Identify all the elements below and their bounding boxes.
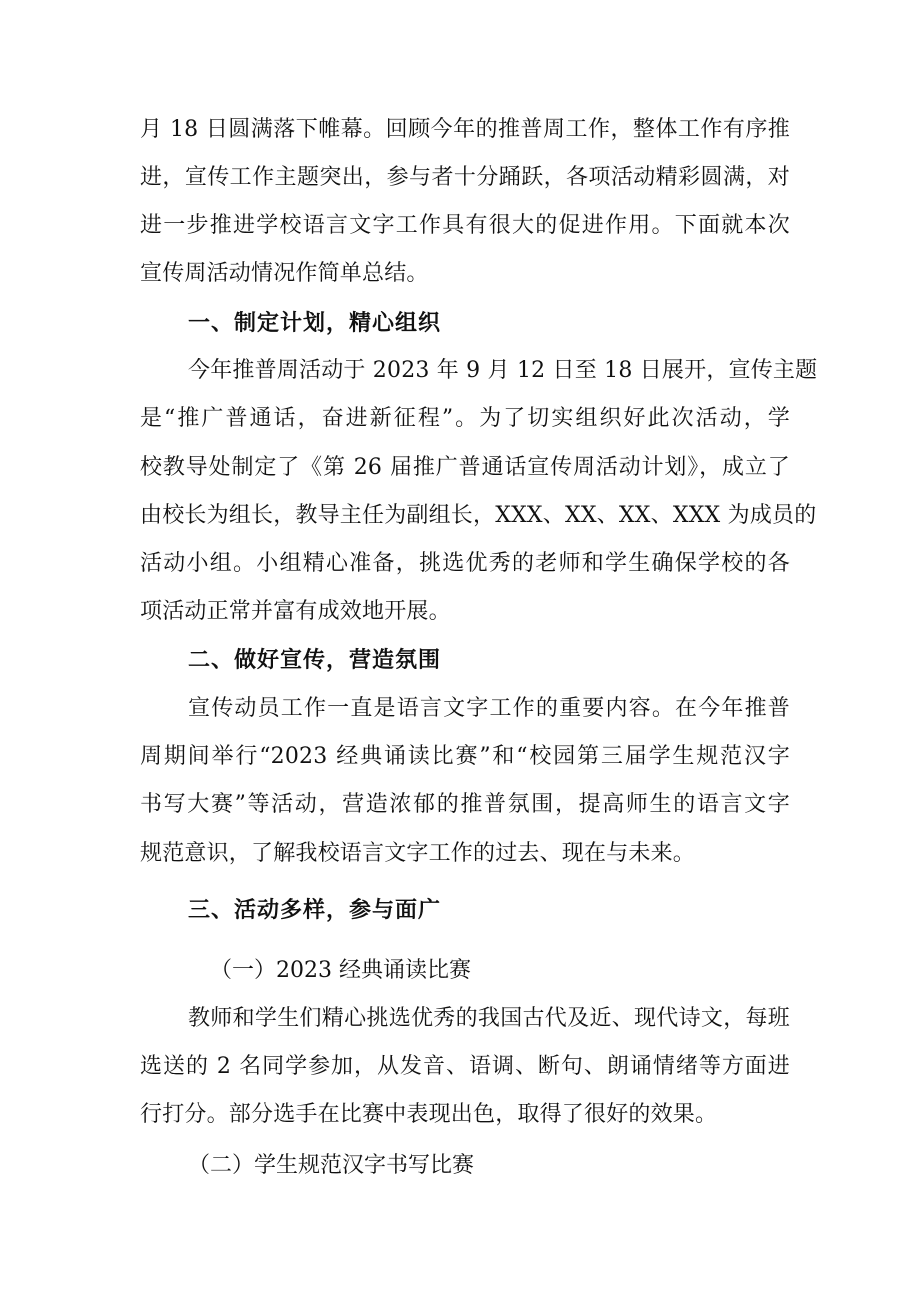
section2-heading: 二、做好宣传，营造氛围 xyxy=(188,648,442,673)
intro-line-3: 进一步推进学校语言文字工作具有很大的促进作用。下面就本次 xyxy=(140,213,790,238)
sub-section1-line-3: 行打分。部分选手在比赛中表现出色，取得了很好的效果。 xyxy=(140,1102,718,1127)
sub-section2-title: （二）学生规范汉字书写比赛 xyxy=(188,1153,475,1178)
sub-section1-line-2: 选送的 2 名同学参加，从发音、语调、断句、朗诵情绪等方面进 xyxy=(140,1054,790,1079)
section2-line-2: 周期间举行“2023 经典诵读比赛”和“校园第三届学生规范汉字 xyxy=(140,744,790,769)
section3-heading: 三、活动多样，参与面广 xyxy=(188,898,442,923)
intro-line-2: 进，宣传工作主题突出，参与者十分踊跃，各项活动精彩圆满，对 xyxy=(140,165,790,190)
section2-line-3: 书写大赛”等活动，营造浓郁的推普氛围，提高师生的语言文字 xyxy=(140,792,790,817)
intro-line-4: 宣传周活动情况作简单总结。 xyxy=(140,261,429,286)
section1-line-4: 由校长为组长，教导主任为副组长，XXX、XX、XX、XXX 为成员的 xyxy=(140,503,817,528)
section1-line-3: 校教导处制定了《第 26 届推广普通话宣传周活动计划》，成立了 xyxy=(140,455,790,480)
section1-line-2: 是“推广普通话，奋进新征程”。为了切实组织好此次活动，学 xyxy=(140,406,790,431)
section1-line-5: 活动小组。小组精心准备，挑选优秀的老师和学生确保学校的各 xyxy=(140,551,790,576)
intro-line-1: 月 18 日圆满落下帷幕。回顾今年的推普周工作，整体工作有序推 xyxy=(140,117,790,142)
section1-line-6: 项活动正常并富有成效地开展。 xyxy=(140,599,451,624)
sub-section1-title: （一）2023 经典诵读比赛 xyxy=(210,958,471,983)
section2-line-4: 规范意识，了解我校语言文字工作的过去、现在与未来。 xyxy=(140,841,696,866)
sub-section1-line-1: 教师和学生们精心挑选优秀的我国古代及近、现代诗文，每班 xyxy=(188,1006,790,1031)
section1-heading: 一、制定计划，精心组织 xyxy=(188,311,442,336)
section1-line-1: 今年推普周活动于 2023 年 9 月 12 日至 18 日展开，宣传主题 xyxy=(188,358,818,383)
section2-line-1: 宣传动员工作一直是语言文字工作的重要内容。在今年推普 xyxy=(188,696,790,721)
